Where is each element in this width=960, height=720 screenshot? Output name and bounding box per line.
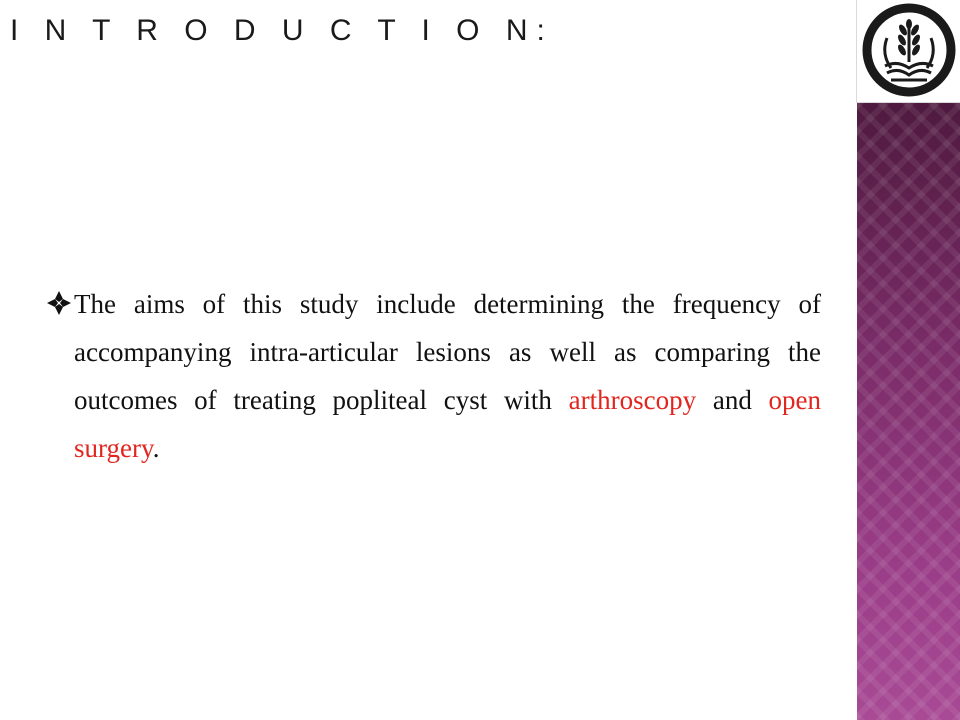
highlight-arthroscopy: arthroscopy [568, 385, 697, 415]
bullet-text-part1: The aims of this study include determining the frequency of accompanying intra-articular lesions as well as comparing the outcomes of treating popliteal cyst with [74, 289, 821, 415]
decorative-side-band [857, 103, 960, 720]
bullet-text [74, 280, 821, 472]
bullet-point [46, 280, 821, 472]
logo-box [856, 0, 960, 103]
diamond-four-petal-icon [46, 290, 72, 316]
university-logo-icon [861, 2, 957, 98]
slide-title: I N T R O D U C T I O N: [10, 14, 554, 47]
bullet-text-part2: and [696, 385, 769, 415]
bullet-text-part3: . [152, 433, 160, 463]
highlight-open-surgery: open surgery [74, 385, 822, 463]
